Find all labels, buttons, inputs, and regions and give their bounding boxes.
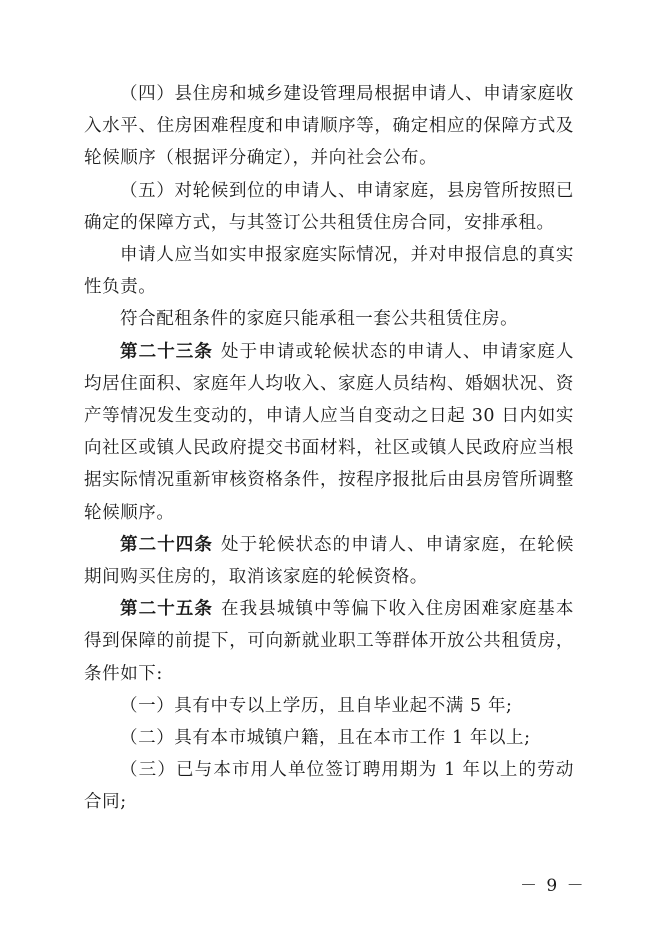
paragraph-text: （五）对轮候到位的申请人、申请家庭，县房管所按照已确定的保障方式，与其签订公共租赁住房合同，安排承租。 bbox=[84, 180, 574, 233]
paragraph-text: 处于轮候状态的申请人、申请家庭，在轮候期间购买住房的，取消该家庭的轮候资格。 bbox=[84, 534, 575, 588]
article-heading: 第二十四条 bbox=[120, 534, 214, 555]
page-number: － 9 － bbox=[520, 876, 586, 896]
article-paragraph bbox=[84, 336, 574, 529]
paragraph-text: 符合配租条件的家庭只能承租一套公共租赁住房。 bbox=[120, 309, 519, 330]
paragraph bbox=[84, 690, 574, 722]
paragraph bbox=[84, 722, 574, 754]
paragraph bbox=[84, 175, 574, 239]
article-paragraph bbox=[84, 529, 574, 593]
paragraph bbox=[84, 78, 574, 175]
paragraph bbox=[84, 754, 574, 818]
paragraph-text: 处于申请或轮候状态的申请人、申请家庭人均居住面积、家庭年人均收入、家庭人员结构、婚姻状况、资产等情况发生变动的，申请人应当自变动之日起 30 日内如实向社区或镇人民政府提交书面材料，社区或镇人民政府应当根据实际情况重新审核资格条件，按程序报批后由县房管所调整轮候顺序。 bbox=[84, 341, 575, 523]
paragraph-text: 在我县城镇中等偏下收入住房困难家庭基本得到保障的前提下，可向新就业职工等群体开放公共租赁房，条件如下: bbox=[84, 599, 575, 684]
paragraph bbox=[84, 303, 574, 335]
paragraph bbox=[84, 239, 574, 303]
article-heading: 第二十三条 bbox=[120, 341, 214, 362]
paragraph-text: （二）具有本市城镇户籍，且在本市工作 1 年以上; bbox=[120, 728, 531, 749]
paragraph-text: （一）具有中专以上学历，且自毕业起不满 5 年; bbox=[120, 695, 513, 716]
document-body bbox=[84, 78, 574, 819]
article-paragraph bbox=[84, 593, 574, 690]
paragraph-text: （四）县住房和城乡建设管理局根据申请人、申请家庭收入水平、住房困难程度和申请顺序等，确定相应的保障方式及轮候顺序（根据评分确定），并向社会公布。 bbox=[84, 84, 574, 169]
article-heading: 第二十五条 bbox=[120, 599, 214, 620]
paragraph-text: （三）已与本市用人单位签订聘用期为 1 年以上的劳动合同; bbox=[84, 760, 574, 813]
paragraph-text: 申请人应当如实申报家庭实际情况，并对申报信息的真实性负责。 bbox=[84, 245, 574, 298]
